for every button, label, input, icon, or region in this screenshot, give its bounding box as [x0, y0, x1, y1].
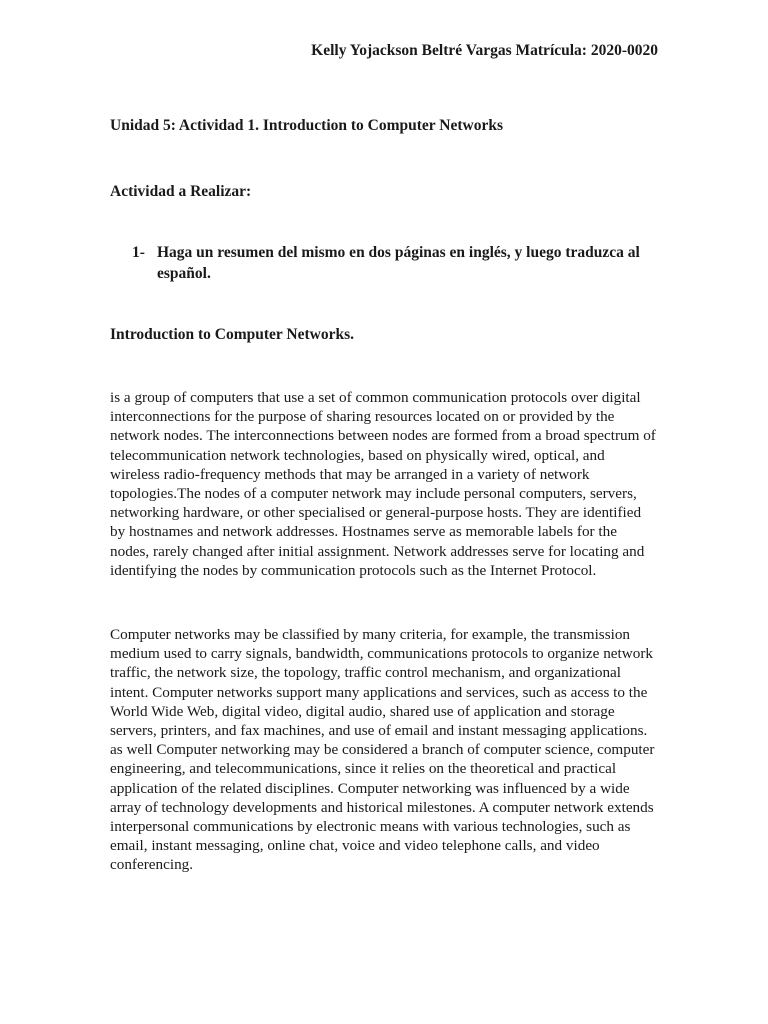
section-title: Introduction to Computer Networks. — [110, 326, 354, 343]
unit-title: Unidad 5: Actividad 1. Introduction to Computer Networks — [110, 117, 503, 134]
body-paragraph: Computer networks may be classified by many criteria, for example, the transmission medium used to carry signals, bandwidth, communications protocols to organize network traffic, the network size, the topology, traffic control mechanism, and organizational intent. Computer networks support many applications and services, such as access to the World Wide Web, digital video, digital audio, shared use of application and storage servers, printers, and fax machines, and use of email and instant messaging applications. as well Computer networking may be considered a branch of computer science, computer engineering, and telecommunications, since it relies on the theoretical and practical application of the related disciplines. Computer networking was influenced by a wide array of technology developments and historical milestones. A computer network extends interpersonal communications by electronic means with various technologies, such as email, instant messaging, online chat, voice and video telephone calls, and video conferencing. — [110, 626, 655, 874]
task-text: Haga un resumen del mismo en dos páginas en inglés, y luego traduzca al español. — [157, 244, 640, 282]
body-paragraph: is a group of computers that use a set of common communication protocols over digital interconnections for the purpose of sharing resources located on or provided by the network nodes. The interconnections between nodes are formed from a broad spectrum of telecommunication network technologies, based on physically wired, optical, and wireless radio-frequency methods that may be arranged in a variety of network topologies.The nodes of a computer network may include personal computers, servers, networking hardware, or other specialised or general-purpose hosts. They are identified by hostnames and network addresses. Hostnames serve as memorable labels for the nodes, rarely changed after initial assignment. Network addresses serve for locating and identifying the nodes by communication protocols such as the Internet Protocol. — [110, 389, 656, 579]
task-item — [132, 242, 652, 284]
activity-label: Actividad a Realizar: — [110, 183, 252, 200]
author-header: Kelly Yojackson Beltré Vargas Matrícula: 2020-0020 — [311, 42, 658, 59]
task-number: 1- — [132, 244, 145, 261]
